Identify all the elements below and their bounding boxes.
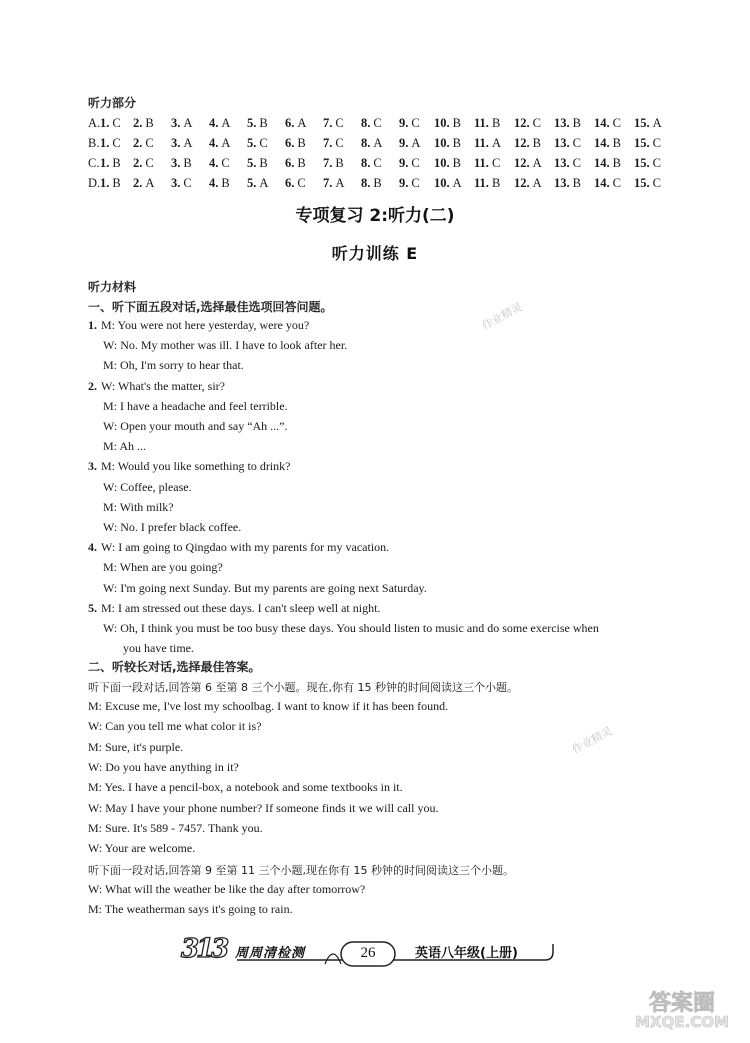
chapter-title: 专项复习 2:听力(二) (295, 206, 455, 226)
answer-letter: B (221, 176, 230, 190)
answer-item (323, 136, 344, 151)
dialogue-text: you have time. (123, 641, 194, 655)
answers-heading: 听力部分 (88, 96, 137, 110)
page-number: 26 (360, 945, 376, 961)
answer-item (554, 136, 581, 151)
answer-item (171, 136, 192, 151)
answer-letter: A (411, 136, 421, 150)
answer-item (399, 156, 420, 171)
answer-number: 5. (247, 156, 257, 170)
answer-letter: C (411, 116, 420, 130)
dialogue-text: M: When are you going? (103, 560, 223, 574)
answer-letter: B (297, 136, 306, 150)
watermark: 作业精灵 (569, 724, 615, 757)
answer-letter: B (572, 176, 581, 190)
answer-item (434, 156, 461, 171)
dialogue-line (103, 520, 241, 535)
answer-item (514, 136, 541, 151)
answer-number: 13. (554, 176, 570, 190)
dialogue-line (103, 621, 599, 636)
answer-letter: C (183, 176, 192, 190)
answer-item (133, 176, 154, 191)
dialogue-line (88, 318, 309, 333)
answer-number: 7. (323, 136, 333, 150)
answer-item (323, 116, 344, 131)
answer-number: 14. (594, 116, 610, 130)
dialogue-line (88, 379, 225, 394)
answer-letter: C (297, 176, 306, 190)
answer-number: 10. (434, 116, 450, 130)
answer-item (399, 136, 420, 151)
answer-item (323, 156, 344, 171)
answer-item (554, 116, 581, 131)
answer-number: 5. (247, 176, 257, 190)
answer-item (474, 156, 500, 171)
dialogue-text: M: I have a headache and feel terrible. (103, 399, 288, 413)
answer-letter: A (652, 116, 662, 130)
dialogue-line (103, 439, 146, 454)
dialogue-line (103, 399, 288, 414)
answer-item (514, 116, 541, 131)
answer-letter: B (612, 136, 621, 150)
answer-item (285, 116, 306, 131)
dialogue-number: 1. (88, 318, 97, 332)
answer-letter: B (532, 136, 541, 150)
dialogue-line (103, 358, 244, 373)
answer-number: 3. (171, 176, 181, 190)
answer-item (285, 176, 306, 191)
answer-letter: B (452, 156, 461, 170)
dialogue-text: W: Coffee, please. (103, 480, 192, 494)
answer-item (399, 116, 420, 131)
answer-letter: A (452, 176, 462, 190)
dialogue-line (88, 601, 380, 616)
answer-letter: C (259, 136, 268, 150)
corner-brand (622, 986, 742, 1031)
answer-number: 8. (361, 176, 371, 190)
answer-item (434, 176, 462, 191)
dialogue-line (88, 540, 389, 555)
answer-number: 15. (634, 176, 650, 190)
answer-item (594, 176, 621, 191)
footer-logo: 313 (181, 934, 227, 964)
answer-number: 9. (399, 156, 409, 170)
answer-item (634, 136, 661, 151)
answer-number: 14. (594, 136, 610, 150)
answer-letter: B (297, 156, 306, 170)
answer-item (133, 116, 154, 131)
answer-number: 3. (171, 116, 181, 130)
dialogue-text: W: I'm going next Sunday. But my parents are going next Saturday. (103, 581, 427, 595)
answer-letter: C (145, 136, 154, 150)
answer-letter: A (221, 116, 231, 130)
answer-letter: A (532, 156, 542, 170)
answer-letter: A (532, 176, 542, 190)
answer-letter: B (112, 176, 121, 190)
answer-item (554, 176, 581, 191)
answer-number: 6. (285, 176, 295, 190)
dialogue-line (103, 500, 174, 515)
answer-letter: A (491, 136, 501, 150)
dialogue-text: M: I am stressed out these days. I can't sleep well at night. (101, 601, 381, 615)
answer-item (634, 176, 661, 191)
answer-number: 11. (474, 116, 489, 130)
answer-item (514, 176, 542, 191)
answer-item (247, 176, 268, 191)
answer-number: 2. (133, 136, 143, 150)
answer-item (514, 156, 542, 171)
answer-number: 7. (323, 116, 333, 130)
answer-letter: C (572, 136, 581, 150)
answer-number: 5. (247, 116, 257, 130)
answer-letter: B (259, 116, 268, 130)
answer-letter: C (335, 116, 344, 130)
answer-item (594, 136, 621, 151)
answer-number: 10. (434, 136, 450, 150)
answer-number: 14. (594, 156, 610, 170)
dialogue-text: W: Open your mouth and say “Ah ...”. (103, 419, 288, 433)
answer-item (285, 136, 306, 151)
answer-letter: C (652, 136, 661, 150)
corner-brand-line2: MXQE.COM (635, 1013, 729, 1031)
answer-letter: B (112, 156, 121, 170)
answer-item (361, 156, 382, 171)
answer-item (634, 116, 662, 131)
answer-item (399, 176, 420, 191)
answer-number: 6. (285, 136, 295, 150)
answer-number: 5. (247, 136, 257, 150)
answer-item (434, 136, 461, 151)
conversation-line: W: Can you tell me what color it is? (88, 719, 262, 733)
answer-letter: C (373, 156, 382, 170)
answer-letter: B (612, 156, 621, 170)
answer-letter: A (373, 136, 383, 150)
answer-item (247, 136, 268, 151)
answer-item (100, 156, 121, 171)
answer-letter: C (612, 176, 621, 190)
answer-item (634, 156, 661, 171)
materials-heading: 听力材料 (88, 280, 137, 294)
answer-number: 9. (399, 136, 409, 150)
dialogue-line (103, 419, 288, 434)
answer-item (247, 116, 268, 131)
corner-brand-line1: 答案圈 (648, 991, 715, 1016)
part2-intro-1: 听下面一段对话,回答第 6 至第 8 三个小题。现在,你有 15 秒钟的时间阅读这三个小题。 (88, 681, 518, 694)
answer-letter: B (572, 116, 581, 130)
answer-letter: B (491, 176, 501, 190)
answer-letter: C (532, 116, 541, 130)
part1-heading: 一、听下面五段对话,选择最佳选项回答问题。 (88, 300, 333, 314)
answer-number: 1. (100, 136, 110, 150)
section-title: 听力训练 E (331, 244, 419, 263)
answer-item (209, 116, 230, 131)
answer-item (323, 176, 344, 191)
answer-item (594, 116, 621, 131)
answer-item (209, 176, 230, 191)
answer-number: 10. (434, 176, 450, 190)
answer-letter: C (612, 116, 621, 130)
answer-item (474, 136, 501, 151)
answer-item (361, 116, 382, 131)
conversation-line: W: What will the weather be like the day after tomorrow? (88, 882, 366, 896)
answer-letter: A (259, 176, 269, 190)
answer-letter: C (145, 156, 154, 170)
answer-number: 11. (474, 136, 489, 150)
answer-letter: C (112, 116, 121, 130)
dialogue-line (88, 459, 290, 474)
answer-number: 12. (514, 156, 530, 170)
answer-letter: A (221, 136, 231, 150)
dialogue-line (103, 581, 427, 596)
answer-item (474, 116, 500, 131)
answer-number: 10. (434, 156, 450, 170)
part2-heading: 二、听较长对话,选择最佳答案。 (88, 660, 261, 674)
answer-number: 15. (634, 136, 650, 150)
answer-number: 15. (634, 156, 650, 170)
answer-letter: B (452, 136, 461, 150)
answer-number: 13. (554, 156, 570, 170)
dialogue-text: M: Would you like something to drink? (101, 459, 291, 473)
conversation-line: W: Do you have anything in it? (88, 760, 239, 774)
answer-number: 12. (514, 136, 530, 150)
footer-series-name: 周周清检测 (235, 946, 306, 961)
answer-letter: C (411, 156, 420, 170)
answer-item (209, 136, 230, 151)
answer-letter: C (491, 156, 501, 170)
answer-letter: C (652, 156, 661, 170)
answer-number: 4. (209, 136, 219, 150)
answer-row-prefix: C. (88, 156, 100, 170)
answer-item (361, 136, 382, 151)
answer-number: 13. (554, 116, 570, 130)
answer-item (361, 176, 382, 191)
answer-item (171, 116, 192, 131)
answer-number: 9. (399, 176, 409, 190)
answer-item (171, 156, 192, 171)
answer-number: 8. (361, 136, 371, 150)
answer-number: 11. (474, 156, 489, 170)
dialogue-line (123, 641, 194, 656)
answer-letter: B (335, 156, 344, 170)
answer-letter: C (335, 136, 344, 150)
answer-letter: B (491, 116, 501, 130)
page-footer (175, 930, 565, 974)
dialogue-text: W: I am going to Qingdao with my parents for my vacation. (101, 540, 390, 554)
answer-number: 7. (323, 176, 333, 190)
footer-subject: 英语八年级(上册) (415, 946, 518, 961)
answer-number: 15. (634, 116, 650, 130)
answer-letter: A (335, 176, 345, 190)
conversation-line: W: Your are welcome. (88, 841, 196, 855)
answer-item (594, 156, 621, 171)
answer-item (100, 176, 121, 191)
answer-number: 13. (554, 136, 570, 150)
answer-letter: A (297, 116, 307, 130)
answer-letter: B (183, 156, 192, 170)
dialogue-number: 2. (88, 379, 97, 393)
answer-number: 4. (209, 156, 219, 170)
answer-number: 8. (361, 156, 371, 170)
answer-item (133, 156, 154, 171)
answer-number: 9. (399, 116, 409, 130)
dialogue-line (103, 338, 347, 353)
answer-number: 3. (171, 136, 181, 150)
answer-number: 8. (361, 116, 371, 130)
answer-item (247, 156, 268, 171)
dialogue-text: M: Ah ... (103, 439, 147, 453)
answer-number: 1. (100, 116, 110, 130)
conversation-line: M: The weatherman says it's going to rain. (88, 902, 293, 916)
answer-letter: B (373, 176, 382, 190)
dialogue-number: 4. (88, 540, 97, 554)
conversation-line: M: Excuse me, I've lost my schoolbag. I want to know if it has been found. (88, 699, 449, 713)
answer-number: 1. (100, 176, 110, 190)
dialogue-text: W: No. My mother was ill. I have to look after her. (103, 338, 348, 352)
answer-number: 6. (285, 156, 295, 170)
answer-letter: C (112, 136, 121, 150)
answer-letter: C (221, 156, 230, 170)
dialogue-text: W: Oh, I think you must be too busy these days. You should listen to music and do some exercise when (103, 621, 599, 635)
answer-number: 2. (133, 156, 143, 170)
part2-intro-2: 听下面一段对话,回答第 9 至第 11 三个小题,现在你有 15 秒钟的时间阅读这三个小题。 (88, 864, 514, 877)
answer-item (133, 136, 154, 151)
answer-number: 2. (133, 176, 143, 190)
watermark: 作业精灵 (479, 300, 525, 333)
answer-letter: B (145, 116, 154, 130)
answer-item (171, 176, 192, 191)
answer-number: 11. (474, 176, 489, 190)
dialogue-text: W: No. I prefer black coffee. (103, 520, 242, 534)
answer-number: 6. (285, 116, 295, 130)
answer-letter: B (259, 156, 268, 170)
answer-letter: C (572, 156, 581, 170)
answer-number: 4. (209, 176, 219, 190)
conversation-line: M: Sure, it's purple. (88, 740, 184, 754)
dialogue-text: M: With milk? (103, 500, 174, 514)
answer-letter: B (452, 116, 461, 130)
answer-number: 12. (514, 116, 530, 130)
answer-item (209, 156, 230, 171)
dialogue-number: 3. (88, 459, 97, 473)
answer-number: 3. (171, 156, 181, 170)
answer-item (434, 116, 461, 131)
answer-letter: C (652, 176, 661, 190)
dialogue-text: W: What's the matter, sir? (101, 379, 225, 393)
conversation-line: M: Yes. I have a pencil-box, a notebook and some textbooks in it. (88, 780, 403, 794)
answer-item (554, 156, 581, 171)
dialogue-number: 5. (88, 601, 97, 615)
dialogue-line (103, 560, 223, 575)
dialogue-text: M: Oh, I'm sorry to hear that. (103, 358, 244, 372)
answer-item (474, 176, 500, 191)
answer-number: 1. (100, 156, 110, 170)
answer-letter: A (145, 176, 155, 190)
answer-letter: A (183, 136, 193, 150)
answer-item (100, 136, 121, 151)
answer-letter: C (411, 176, 420, 190)
dialogue-text: M: You were not here yesterday, were you? (101, 318, 310, 332)
dialogue-line (103, 480, 192, 495)
answer-letter: C (373, 116, 382, 130)
answer-row-prefix: D. (88, 176, 101, 190)
conversation-line: M: Sure. It's 589 - 7457. Thank you. (88, 821, 263, 835)
answer-letter: A (183, 116, 193, 130)
answer-row-prefix: B. (88, 136, 100, 150)
answer-item (285, 156, 306, 171)
answer-number: 14. (594, 176, 610, 190)
answer-number: 2. (133, 116, 143, 130)
answer-number: 7. (323, 156, 333, 170)
conversation-line: W: May I have your phone number? If someone finds it we will call you. (88, 801, 439, 815)
answer-row-prefix: A. (88, 116, 101, 130)
answer-number: 12. (514, 176, 530, 190)
answer-item (100, 116, 121, 131)
answer-number: 4. (209, 116, 219, 130)
